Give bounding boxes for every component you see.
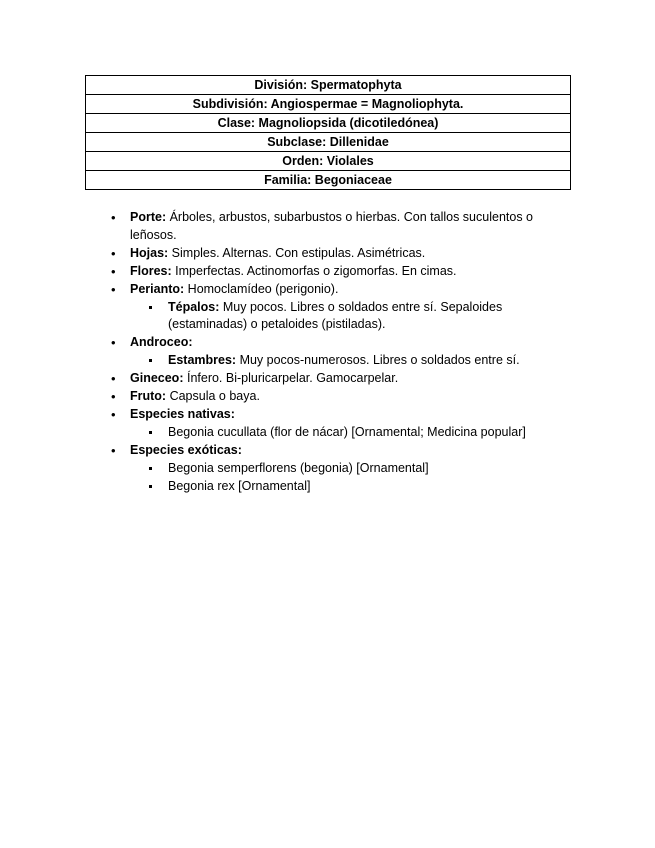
- trait-text: Simples. Alternas. Con estipulas. Asimétricas.: [168, 245, 426, 260]
- trait-label: Androceo:: [130, 335, 193, 350]
- trait-hojas: [111, 245, 561, 263]
- trait-especies-nativas: [111, 406, 561, 442]
- table-row: [86, 152, 571, 171]
- trait-androceo: [111, 334, 561, 370]
- taxonomy-division: División: Spermatophyta: [86, 76, 571, 95]
- trait-label: Perianto:: [130, 281, 185, 296]
- perianto-sublist: [130, 299, 561, 335]
- trait-text: Homoclamídeo (perigonio).: [184, 281, 339, 296]
- exoticas-sublist: [130, 460, 561, 496]
- taxonomy-order: Orden: Violales: [86, 152, 571, 171]
- trait-text: Capsula o baya.: [166, 389, 260, 404]
- table-row: [86, 114, 571, 133]
- subtrait-estambres: [130, 352, 561, 370]
- taxonomy-subclass: Subclase: Dillenidae: [86, 133, 571, 152]
- trait-label: Flores:: [130, 263, 172, 278]
- trait-gineceo: [111, 370, 561, 388]
- taxonomy-table: [85, 75, 571, 190]
- nativas-sublist: [130, 424, 561, 442]
- table-row: [86, 133, 571, 152]
- subtrait-text: Muy pocos. Libres o soldados entre sí. Sepaloides (estaminadas) o petaloides (pistiladas).: [168, 299, 503, 332]
- trait-text: Imperfectas. Actinomorfas o zigomorfas. En cimas.: [171, 263, 457, 278]
- taxonomy-subdivision: Subdivisión: Angiospermae = Magnoliophyta.: [86, 95, 571, 114]
- trait-label: Especies exóticas:: [130, 442, 242, 457]
- trait-flores: [111, 263, 561, 281]
- trait-perianto: [111, 281, 561, 335]
- trait-text: Árboles, arbustos, subarbustos o hierbas. Con tallos suculentos o leñosos.: [130, 210, 533, 242]
- trait-label: Fruto:: [130, 389, 167, 404]
- trait-fruto: [111, 388, 561, 406]
- trait-text: Ínfero. Bi-pluricarpelar. Gamocarpelar.: [183, 371, 399, 386]
- species-item: Begonia cucullata (flor de nácar) [Ornamental; Medicina popular]: [130, 424, 561, 442]
- trait-label: Hojas:: [130, 245, 169, 260]
- trait-label: Porte:: [130, 210, 167, 224]
- trait-label: Gineceo:: [130, 371, 184, 386]
- taxonomy-class: Clase: Magnoliopsida (dicotiledónea): [86, 114, 571, 133]
- species-item: Begonia rex [Ornamental]: [130, 478, 561, 496]
- subtrait-label: Tépalos:: [168, 299, 220, 314]
- table-row: [86, 76, 571, 95]
- subtrait-tepalos: [130, 299, 561, 335]
- trait-label: Especies nativas:: [130, 406, 235, 421]
- subtrait-label: Estambres:: [168, 353, 237, 368]
- table-row: [86, 95, 571, 114]
- table-row: [86, 171, 571, 190]
- trait-porte: [111, 209, 561, 245]
- subtrait-text: Muy pocos-numerosos. Libres o soldados entre sí.: [236, 353, 520, 368]
- species-item: Begonia semperflorens (begonia) [Ornamental]: [130, 460, 561, 478]
- androceo-sublist: [130, 352, 561, 370]
- trait-especies-exoticas: [111, 442, 561, 496]
- traits-list: [111, 209, 561, 496]
- taxonomy-family: Familia: Begoniaceae: [86, 171, 571, 190]
